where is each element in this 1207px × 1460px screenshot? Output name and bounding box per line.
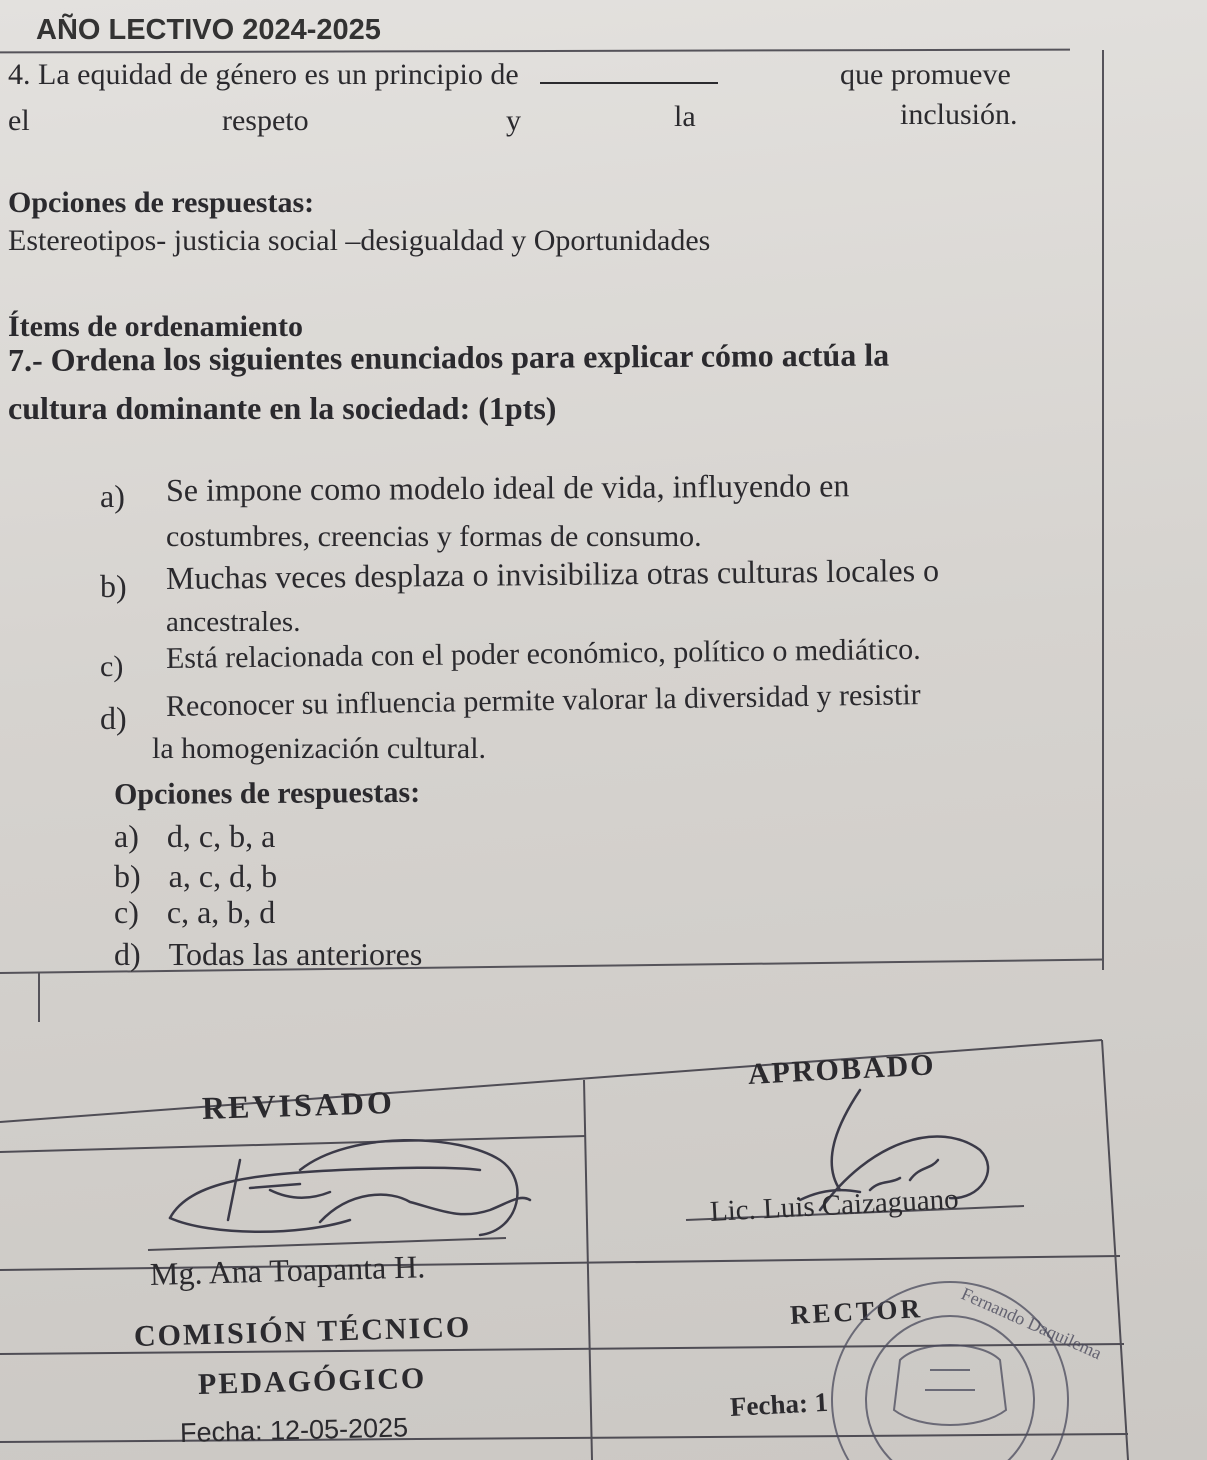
statement-b-letter: b) bbox=[100, 568, 127, 604]
statement-a-line2: costumbres, creencias y formas de consumo. bbox=[166, 520, 702, 553]
section-title: Ítems de ordenamiento bbox=[8, 310, 303, 343]
approver-role: RECTOR bbox=[789, 1293, 924, 1330]
q4-word-y: y bbox=[506, 104, 521, 137]
option-b[interactable] bbox=[114, 858, 277, 895]
approver-name: Lic. Luis Caizaguano bbox=[709, 1182, 960, 1228]
committee-line1: COMISIÓN TÉCNICO bbox=[133, 1310, 472, 1353]
q4-text-prefix: 4. La equidad de género es un principio de bbox=[8, 58, 519, 91]
statement-b-line2: ancestrales. bbox=[166, 606, 301, 638]
q4-answer-blank[interactable] bbox=[540, 60, 718, 84]
option-b-letter: b) bbox=[114, 858, 141, 894]
table-right-border bbox=[1102, 50, 1104, 970]
school-year-header: AÑO LECTIVO 2024-2025 bbox=[36, 14, 381, 46]
option-d[interactable] bbox=[114, 936, 422, 973]
reviewer-signature bbox=[150, 1140, 570, 1250]
approved-date-label: Fecha: 1 bbox=[729, 1386, 829, 1422]
statement-a-line1: Se impone como modelo ideal de vida, influyendo en bbox=[165, 467, 850, 508]
school-seal-stamp bbox=[810, 1250, 1105, 1460]
statement-c-letter: c) bbox=[100, 650, 124, 683]
q7-options-heading: Opciones de respuestas: bbox=[113, 775, 421, 811]
q4-word-inclusion: inclusión. bbox=[900, 98, 1018, 131]
q4-text-suffix: que promueve bbox=[840, 58, 1011, 91]
q7-title-line2: cultura dominante en la sociedad: (1pts) bbox=[8, 390, 557, 426]
option-c-letter: c) bbox=[114, 894, 139, 930]
q4-options-text: Estereotipos- justicia social –desigualdad y Oportunidades bbox=[8, 224, 711, 257]
table-top-border bbox=[0, 49, 1070, 54]
reviewed-date: Fecha: 12-05-2025 bbox=[179, 1412, 409, 1448]
q4-word-respeto: respeto bbox=[222, 104, 309, 137]
option-d-text: Todas las anteriores bbox=[168, 936, 423, 972]
q7-title-line1: 7.- Ordena los siguientes enunciados para explicar cómo actúa la bbox=[7, 336, 890, 378]
option-d-letter: d) bbox=[114, 936, 141, 972]
q4-options-heading: Opciones de respuestas: bbox=[8, 186, 315, 219]
statement-a-letter: a) bbox=[100, 478, 125, 514]
statement-c-line1: Está relacionada con el poder económico, político o mediático. bbox=[165, 632, 921, 675]
statement-d-line1: Reconocer su influencia permite valorar la diversidad y resistir bbox=[165, 678, 921, 723]
option-c[interactable] bbox=[114, 894, 275, 931]
q4-word-el: el bbox=[8, 104, 30, 137]
statement-d-line2: la homogenización cultural. bbox=[152, 732, 487, 765]
stamp-text: Fernando Daquilema bbox=[958, 1283, 1105, 1364]
option-a-text: d, c, b, a bbox=[166, 818, 276, 854]
statement-b-line1: Muchas veces desplaza o invisibiliza otras culturas locales o bbox=[165, 551, 940, 596]
reviewed-heading: REVISADO bbox=[201, 1083, 396, 1126]
reviewer-name: Mg. Ana Toapanta H. bbox=[149, 1248, 426, 1292]
approved-heading: APROBADO bbox=[747, 1048, 937, 1091]
q4-line1 bbox=[8, 58, 718, 92]
option-a[interactable] bbox=[114, 818, 275, 855]
option-b-text: a, c, d, b bbox=[168, 858, 278, 894]
committee-line2: PEDAGÓGICO bbox=[197, 1361, 427, 1401]
q4-word-la: la bbox=[674, 100, 696, 133]
statement-d-letter: d) bbox=[100, 700, 127, 736]
option-a-letter: a) bbox=[114, 818, 139, 854]
option-c-text: c, a, b, d bbox=[166, 894, 276, 930]
table-inner-left-border bbox=[38, 972, 40, 1022]
